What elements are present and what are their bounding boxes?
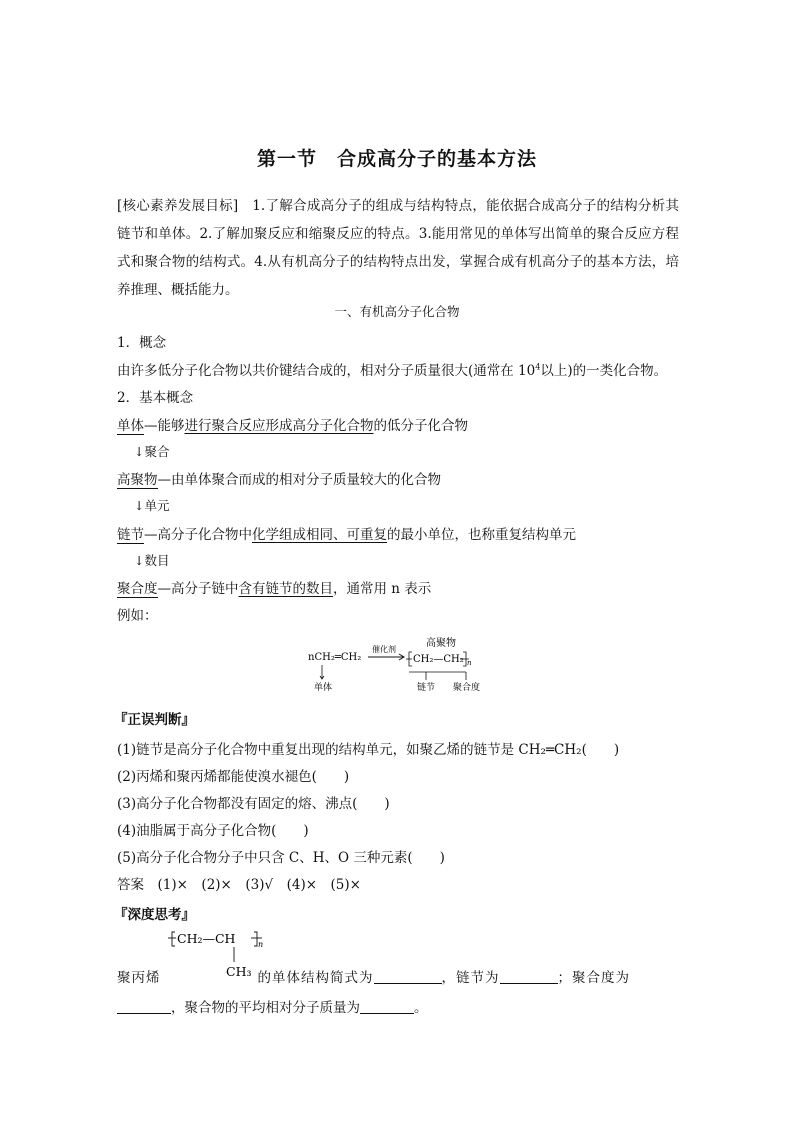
judgement-item-2: (2)丙烯和聚丙烯都能使溴水褪色( ) [117, 769, 350, 785]
core-goals-label: [核心素养发展目标] [117, 198, 239, 214]
formula-n: n [258, 940, 264, 949]
term-chain-unit: 链节—高分子化合物中化学组成相同、可重复的最小单位，也称重复结构单元 [117, 527, 576, 543]
thinking-heading: 『深度思考』 [114, 907, 195, 923]
thinking-question-line-2: ，聚合物的平均相对分子质量为 。 [117, 996, 428, 1016]
diagram-product: CH₂—CH₂ [413, 654, 464, 665]
diagram-unit-label: 链节 [417, 683, 436, 693]
diagram-n: n [467, 659, 472, 667]
core-goals-paragraph [117, 192, 679, 304]
diagram-catalyst: 催化剂 [372, 645, 396, 654]
bracket-open-icon: 『 [114, 907, 128, 923]
bracket-close-icon: 』 [181, 907, 195, 923]
thinking-question-line-1: 聚丙烯 的单体结构简式为 ，链节为 ；聚合度为 [117, 970, 630, 986]
arrow-polymerize: ↓聚合 [134, 444, 170, 459]
judgement-answer: 答案 (1)× (2)× (3)√ (4)× (5)× [117, 877, 361, 893]
diagram-product-label: 高聚物 [426, 638, 456, 649]
example-label: 例如： [117, 608, 158, 624]
molar-mass-answer-blank[interactable] [360, 999, 414, 1014]
diagram-monomer-label: 单体 [314, 683, 333, 693]
judgement-item-4: (4)油脂属于高分子化合物( ) [117, 823, 309, 839]
term-degree: 聚合度—高分子链中含有链节的数目，通常用 n 表示 [117, 581, 432, 597]
formula-top: CH₂—CH [177, 931, 236, 946]
term-monomer: 单体—能够进行聚合反应形成高分子化合物的低分子化合物 [117, 418, 468, 434]
judgement-item-3: (3)高分子化合物都没有固定的熔、沸点( ) [117, 796, 390, 812]
page-title: 第一节 合成高分子的基本方法 [256, 148, 537, 170]
formula-bracket-right-icon [254, 932, 257, 946]
basic-concepts-heading: 2．基本概念 [117, 390, 194, 406]
diagram-reactant: nCH₂═CH₂ [308, 652, 362, 663]
arrow-number: ↓数目 [134, 553, 170, 568]
formula-bracket-left-icon [172, 932, 175, 946]
bracket-open-icon: 『 [114, 712, 128, 728]
chain-unit-answer-blank[interactable] [500, 969, 558, 984]
concept-heading: 1．概念 [117, 335, 167, 351]
term-polymer: 高聚物—由单体聚合而成的相对分子质量较大的化合物 [117, 472, 441, 488]
judgement-heading: 『正误判断』 [114, 712, 195, 728]
formula-branch: CH₃ [226, 964, 252, 979]
core-goals-text: 1.了解合成高分子的组成与结构特点，能依据合成高分子的结构分析其链节和单体。2.了解加聚反应和缩聚反应的特点。3.能用常见的单体写出简单的聚合反应方程式和聚合物的结构式。4.从有机高分子的结构特点出发，掌握合成有机高分子的基本方法，培养推理、概括能力。 [117, 198, 679, 298]
bracket-close-icon: 』 [181, 712, 195, 728]
diagram-degree-label: 聚合度 [453, 683, 481, 693]
section-heading: 一、有机高分子化合物 [334, 304, 460, 319]
arrow-unit: ↓单元 [134, 498, 170, 513]
degree-answer-blank[interactable] [117, 999, 171, 1014]
judgement-item-5: (5)高分子化合物分子中只含 C、H、O 三种元素( ) [117, 850, 445, 866]
concept-text: 由许多低分子化合物以共价键结合成的，相对分子质量很大(通常在 $10^4$以上)的一类化合物。 [117, 362, 668, 379]
judgement-item-1: (1)链节是高分子化合物中重复出现的结构单元，如聚乙烯的链节是 CH₂═CH₂( ) [117, 742, 620, 758]
polymerization-diagram [300, 632, 500, 698]
monomer-answer-blank[interactable] [374, 969, 442, 984]
